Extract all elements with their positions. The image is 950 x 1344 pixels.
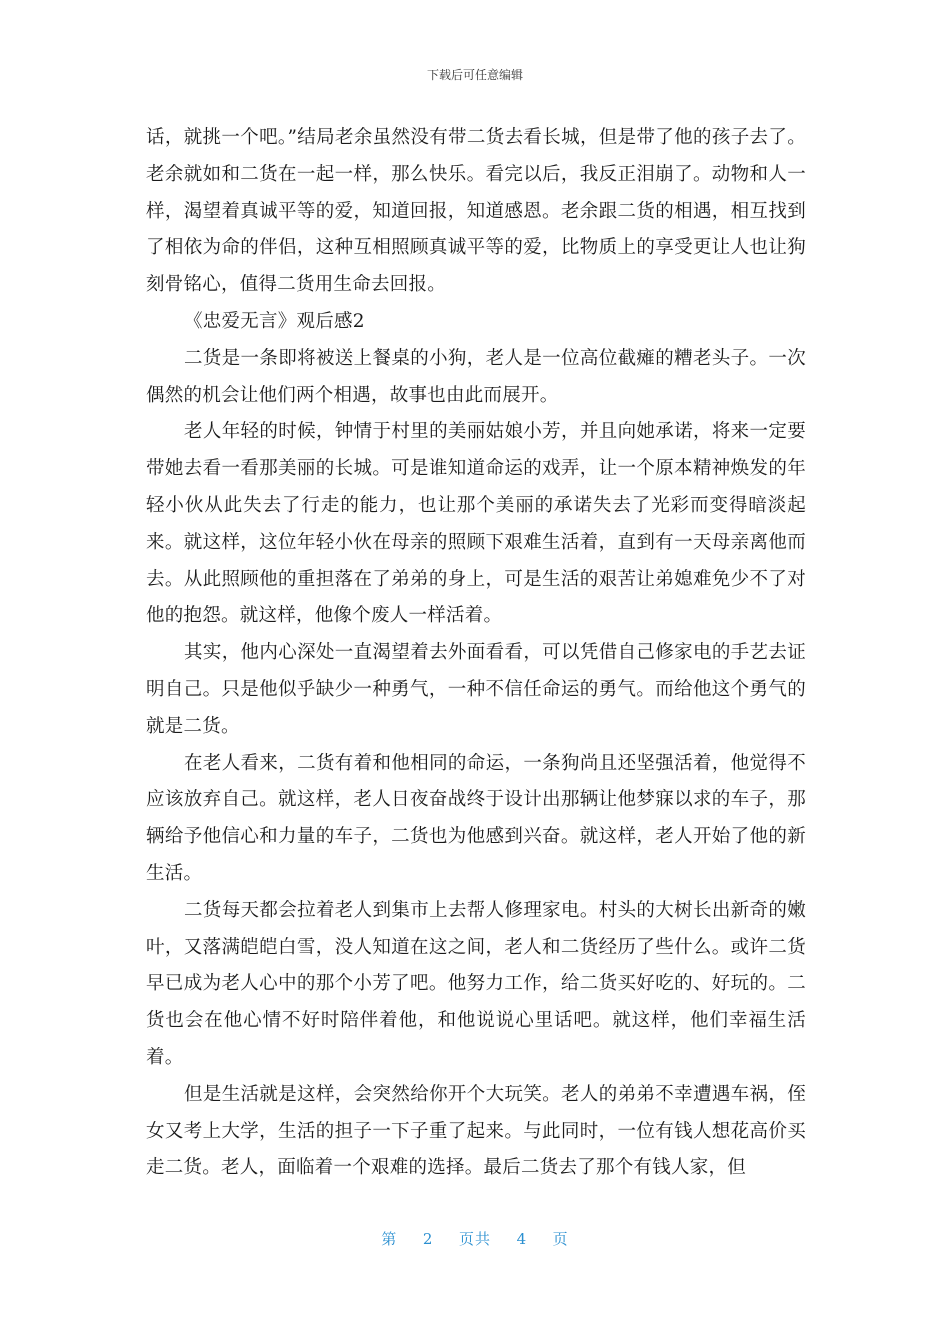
section-title: 《忠爱无言》观后感2 xyxy=(184,310,365,332)
paragraph: 二货每天都会拉着老人到集市上去帮人修理家电。村头的大树长出新奇的嫩叶，又落满皑皑白雪，没人知道在这之间，老人和二货经历了些什么。或许二货早已成为老人心中的那个小芳了吧。他努力工作，给二货买好吃的、好玩的。二货也会在他心情不好时陪伴着他，和他说说心里话吧。就这样，他们幸福生活着。 xyxy=(146,899,806,1068)
page-label-start: 第 xyxy=(381,1230,398,1248)
page-label-end: 页 xyxy=(552,1230,569,1248)
paragraph: 其实，他内心深处一直渴望着去外面看看，可以凭借自己修家电的手艺去证明自己。只是他似乎缺少一种勇气，一种不信任命运的勇气。而给他这个勇气的就是二货。 xyxy=(146,642,806,737)
paragraph: 话，就挑一个吧。”结局老余虽然没有带二货去看长城，但是带了他的孩子去了。老余就如和二货在一起一样，那么快乐。看完以后，我反正泪崩了。动物和人一样，渴望着真诚平等的爱，知道回报，知道感恩。老余跟二货的相遇，相互找到了相依为命的伴侣，这种互相照顾真诚平等的爱，比物质上的享受更让人也让狗刻骨铭心，值得二货用生命去回报。 xyxy=(146,127,806,296)
page-footer xyxy=(0,1228,950,1249)
document-body xyxy=(146,120,806,1187)
paragraph: 老人年轻的时候，钟情于村里的美丽姑娘小芳，并且向她承诺，将来一定要带她去看一看那美丽的长城。可是谁知道命运的戏弄，让一个原本精神焕发的年轻小伙从此失去了行走的能力，也让那个美丽的承诺失去了光彩而变得暗淡起来。就这样，这位年轻小伙在母亲的照顾下艰难生活着，直到有一天母亲离他而去。从此照顾他的重担落在了弟弟的身上，可是生活的艰苦让弟媳难免少不了对他的抱怨。就这样，他像个废人一样活着。 xyxy=(146,421,806,627)
paragraph: 二货是一条即将被送上餐桌的小狗，老人是一位高位截瘫的糟老头子。一次偶然的机会让他们两个相遇，故事也由此而展开。 xyxy=(146,347,806,406)
paragraph: 在老人看来，二货有着和他相同的命运，一条狗尚且还坚强活着，他觉得不应该放弃自己。就这样，老人日夜奋战终于设计出那辆让他梦寐以求的车子，那辆给予他信心和力量的车子，二货也为他感到兴奋。就这样，老人开始了他的新生活。 xyxy=(146,752,806,884)
page-header: 下载后可任意编辑 xyxy=(426,68,523,82)
current-page-number: 2 xyxy=(422,1230,434,1248)
total-pages-number: 4 xyxy=(516,1230,528,1248)
paragraph: 但是生活就是这样，会突然给你开个大玩笑。老人的弟弟不幸遭遇车祸，侄女又考上大学，生活的担子一下子重了起来。与此同时，一位有钱人想花高价买走二货。老人，面临着一个艰难的选择。最后二货去了那个有钱人家，但 xyxy=(146,1083,806,1179)
page-label-mid: 页共 xyxy=(458,1230,491,1248)
